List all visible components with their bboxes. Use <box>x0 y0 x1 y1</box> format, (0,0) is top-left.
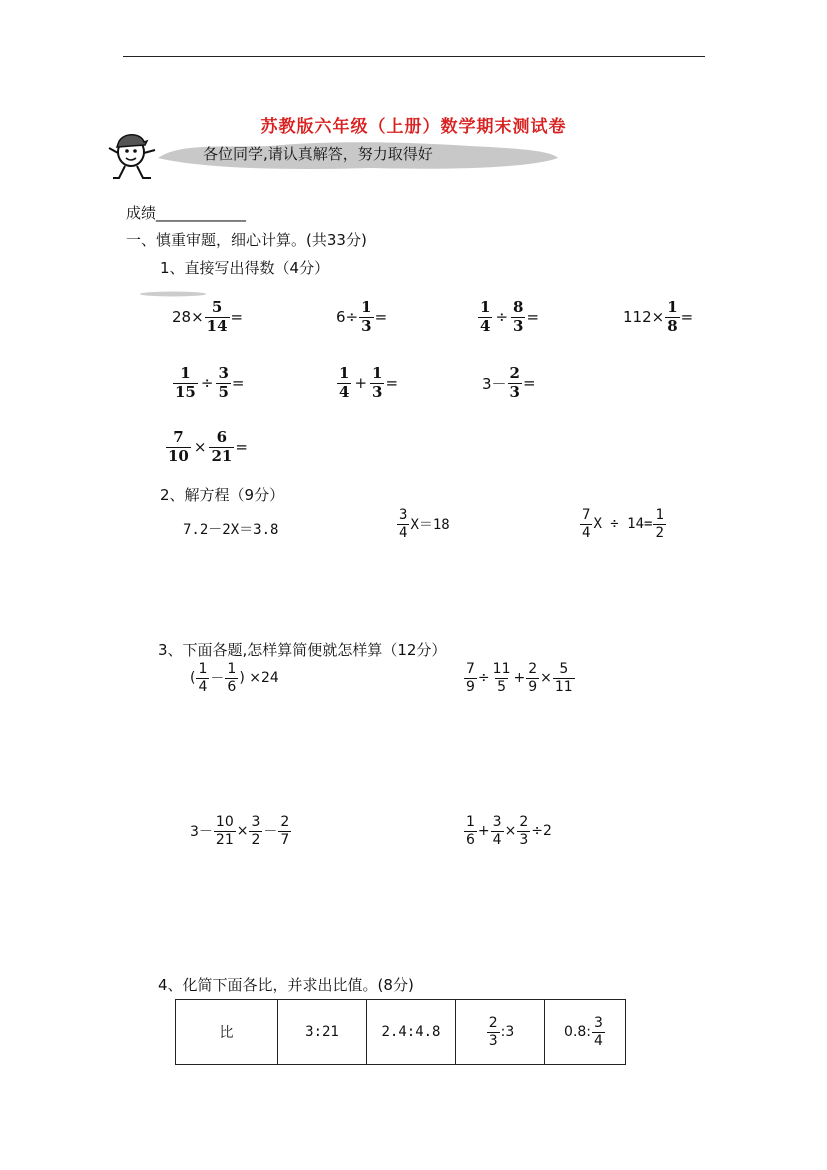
equation: $\frac{3}{4}$ X＝18 <box>399 507 450 541</box>
calc-expression: $\frac{1}{4}$ + $\frac{1}{3}$ = <box>339 364 399 401</box>
table-cell: 2.4:4.8 <box>367 1000 456 1065</box>
simplify-expression: $\frac{1}{6}$ + $\frac{3}{4}$ × $\frac{2}{3}$ ÷2 <box>466 814 552 848</box>
table-cell: 0.8: $\frac{3}{4}$ <box>545 1000 626 1065</box>
calc-expression: 112× $\frac{1}{8}$ = <box>623 298 694 335</box>
table-cell: 3:21 <box>278 1000 367 1065</box>
q2-heading: 2、解方程（9分） <box>160 486 285 504</box>
table-cell: 比 <box>176 1000 278 1065</box>
simplify-expression: $\frac{7}{9}$ ÷ $\frac{11}{5}$ + $\frac{2}{9}$ × $\frac{5}{11}$ <box>466 661 573 695</box>
q4-heading: 4、化简下面各比，并求出比值。(8分) <box>158 976 414 994</box>
calc-expression: 3－ $\frac{2}{3}$ = <box>482 364 536 401</box>
greeting-text: 各位同学,请认真解答，努力取得好 <box>203 145 433 163</box>
calc-expression: $\frac{1}{15}$ ÷ $\frac{3}{5}$ = <box>175 364 245 401</box>
simplify-expression: ( $\frac{1}{4}$ － $\frac{1}{6}$ ) ×24 <box>190 661 279 695</box>
ratio-table <box>175 999 626 1065</box>
table-row <box>176 1000 626 1065</box>
section-heading: 一、慎重审题，细心计算。(共33分) <box>126 231 367 249</box>
equation: $\frac{7}{4}$ X ÷ 14= $\frac{1}{2}$ <box>582 507 664 541</box>
table-cell: $\frac{2}{3}$ :3 <box>456 1000 545 1065</box>
calc-expression: $\frac{1}{4}$ ÷ $\frac{8}{3}$ = <box>480 298 540 335</box>
simplify-expression: 3－ $\frac{10}{21}$ × $\frac{3}{2}$ － $\frac{2}{7}$ <box>190 814 290 848</box>
score-field: 成绩____________ <box>126 204 247 222</box>
calc-expression: 6÷ $\frac{1}{3}$ = <box>336 298 388 335</box>
calc-expression: $\frac{7}{10}$ × $\frac{6}{21}$ = <box>168 428 248 465</box>
page-title: 苏教版六年级（上册）数学期末测试卷 <box>260 117 567 137</box>
header-rule <box>123 56 705 57</box>
q1-heading: 1、直接写出得数（4分） <box>160 259 330 277</box>
decor-smudge <box>138 290 208 298</box>
calc-expression: 28× $\frac{5}{14}$ = <box>172 298 244 335</box>
mascot-icon <box>105 126 165 184</box>
q3-heading: 3、下面各题,怎样算简便就怎样算（12分） <box>158 641 447 659</box>
equation: 7.2－2X＝3.8 <box>183 522 279 538</box>
